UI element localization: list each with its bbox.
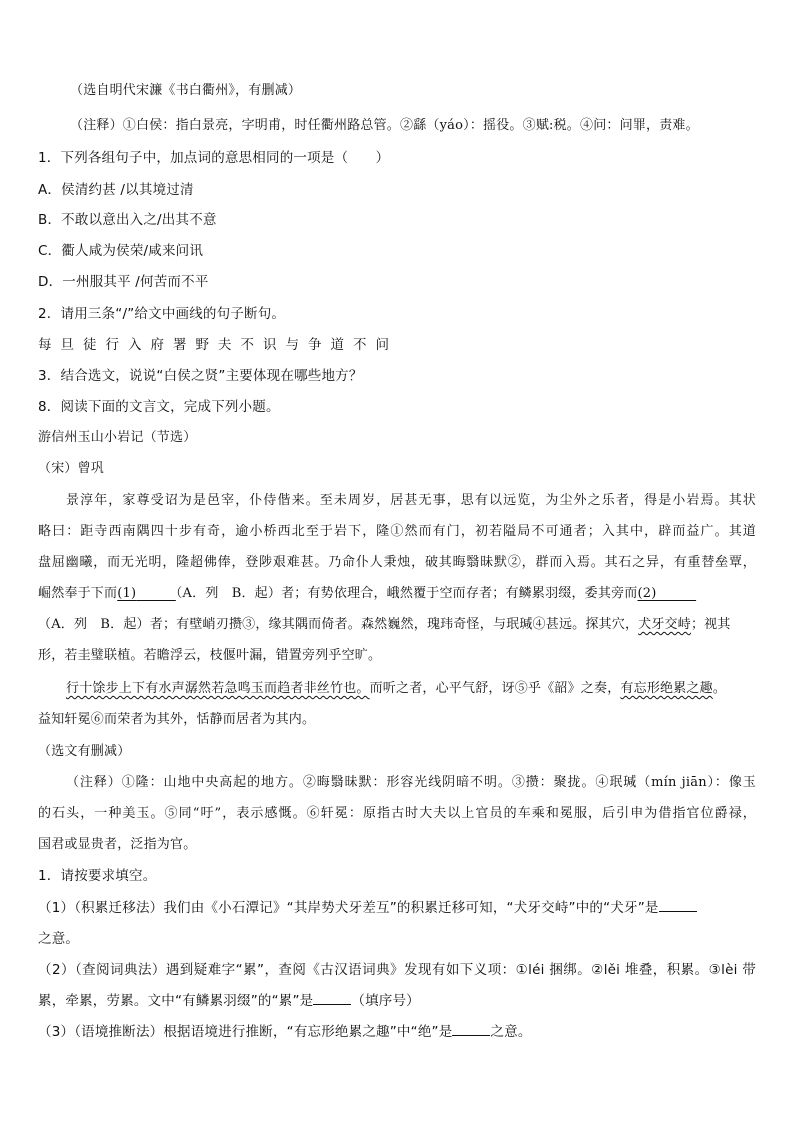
passage-paragraph-1-line-5 (38, 613, 756, 632)
text-segment: 而听之者，心平气舒，讶⑤乎《韶》之奏， (369, 681, 621, 696)
question-1b: 1．请按要求填空。 (38, 868, 157, 884)
deletion-note: （选文有删减） (38, 744, 131, 759)
passage-paragraph-1-line-6: 形，若圭璧联植。若瞻浮云，枝偃叶漏，错置旁列乎空旷。 (38, 648, 382, 663)
answer-blank[interactable] (313, 1003, 351, 1005)
underlined-sentence: 行十馀步上下有水声潺然若急鸣玉而趋者非丝竹也。 (66, 681, 370, 696)
option-b: B．不敢以意出入之/出其不意 (38, 212, 217, 228)
question-1b-part-1-cont: 之意。 (38, 931, 80, 947)
passage-paragraph-1-line-2: 略曰：距寺西南隅四十步有奇，逾小桥西北至于岩下，隆①然而有门，初若隘局不可通者；入其中，辟而益广。其道 (38, 524, 756, 539)
question-1b-part-2-line-1: （2）（查阅词典法）遇到疑难字“累”，查阅《古汉语词典》发现有如下义项：①léi 捆绑。②lěi 堆叠，积累。③lèi 带 (38, 962, 756, 978)
passage-title: 游信州玉山小岩记（节选） (38, 430, 197, 445)
text-segment: （A．列 B．起）者；有壁峭刃攒③，缘其隅而倚者。森然巍然，瑰玮奇怪，与珉瑊④甚远。探其穴， (38, 617, 639, 632)
answer-blank[interactable] (659, 910, 697, 912)
answer-blank[interactable] (452, 1034, 490, 1036)
blank-1-label: (1) (117, 586, 137, 601)
question-3: 3．结合选文，说说“白侯之贤”主要体现在哪些地方？ (38, 368, 363, 384)
text-segment: 。 (712, 681, 727, 696)
dotted-phrase: 犬牙交峙 (638, 617, 691, 632)
passage-paragraph-1-line-1: 景淳年，家尊受诏为是邑宰，仆侍偕来。至未周岁，居甚无事，思有以远览，为尘外之乐者，得是小岩焉。其状 (66, 493, 756, 508)
passage-paragraph-2-line-2: 益知轩冕⑥而荣者为其外，恬静而居者为其内。 (38, 712, 316, 727)
question-2-sentence: 每旦徒行入府署野夫不识与争道不问 (38, 337, 398, 353)
question-1b-part-3: （3）（语境推断法）根据语境进行推断，“有忘形绝累之趣”中“绝”是 之意。 (38, 1024, 532, 1040)
blank-2-label: (2) (637, 586, 657, 601)
question-2: 2．请用三条“/”给文中画线的句子断句。 (38, 306, 286, 322)
option-c: C．衢人咸为侯荣/咸来问讯 (38, 243, 204, 259)
option-d: D．一州服其平 /何苦而不平 (38, 274, 209, 290)
passage-paragraph-2-line-1 (66, 677, 756, 696)
passage-author: （宋）曾巩 (38, 461, 105, 476)
text-segment: 崛然奉于下而 (38, 586, 118, 601)
annotation-2-line-3: 国君或显贵者，泛指为官。 (38, 837, 197, 852)
option-a: A．侯清约甚 /以其境过清 (38, 182, 194, 198)
text-segment: ；视其 (690, 617, 731, 632)
source-citation-1: （选自明代宋濂《书白衢州》，有删减） (70, 83, 302, 98)
question-1b-part-2-line-2: 累，牵累，劳累。文中“有鳞累羽缀”的“累”是 （填序号） (38, 993, 420, 1009)
marked-phrase: 有忘形绝累之趣 (620, 681, 713, 696)
annotation-1: （注释）①白侯：指白景亮，字明甫，时任衢州路总管。②繇（yáo）：摇役。③赋:税。④问：问罪，责难。 (70, 118, 699, 133)
annotation-2-line-1: （注释）①隆：山地中央高起的地方。②晦翳昧默：形容光线阴暗不明。③攒：聚拢。④珉瑊（mín jiān）：像玉 (66, 775, 756, 790)
question-8: 8．阅读下面的文言文，完成下列小题。 (38, 399, 280, 415)
annotation-2-line-2: 的石头，一种美玉。⑤同“吁”，表示感慨。⑥轩冕：原指古时大夫以上官员的车乘和冕服，后引申为借指官位爵禄， (38, 806, 756, 821)
text-segment: （A．列 B．起）者；有势依理合，峨然覆于空而存者；有鳞累羽缀，委其旁而 (175, 586, 638, 601)
passage-paragraph-1-line-3: 盘屈幽曦，而无光明，隆超佛俸，登陟艰难甚。乃命仆人秉烛，破其晦翳昧默②，群而入焉。其石之异，有重替垒覃， (38, 555, 756, 570)
passage-paragraph-1-line-4 (38, 582, 756, 601)
question-1: 1．下列各组句子中，加点词的意思相同的一项是（ ） (38, 150, 390, 166)
question-1b-part-1: （1）（积累迁移法）我们由《小石潭记》“其岸势犬牙差互”的积累迁移可知，“犬牙交峙”中的“犬牙”是 (38, 896, 756, 916)
